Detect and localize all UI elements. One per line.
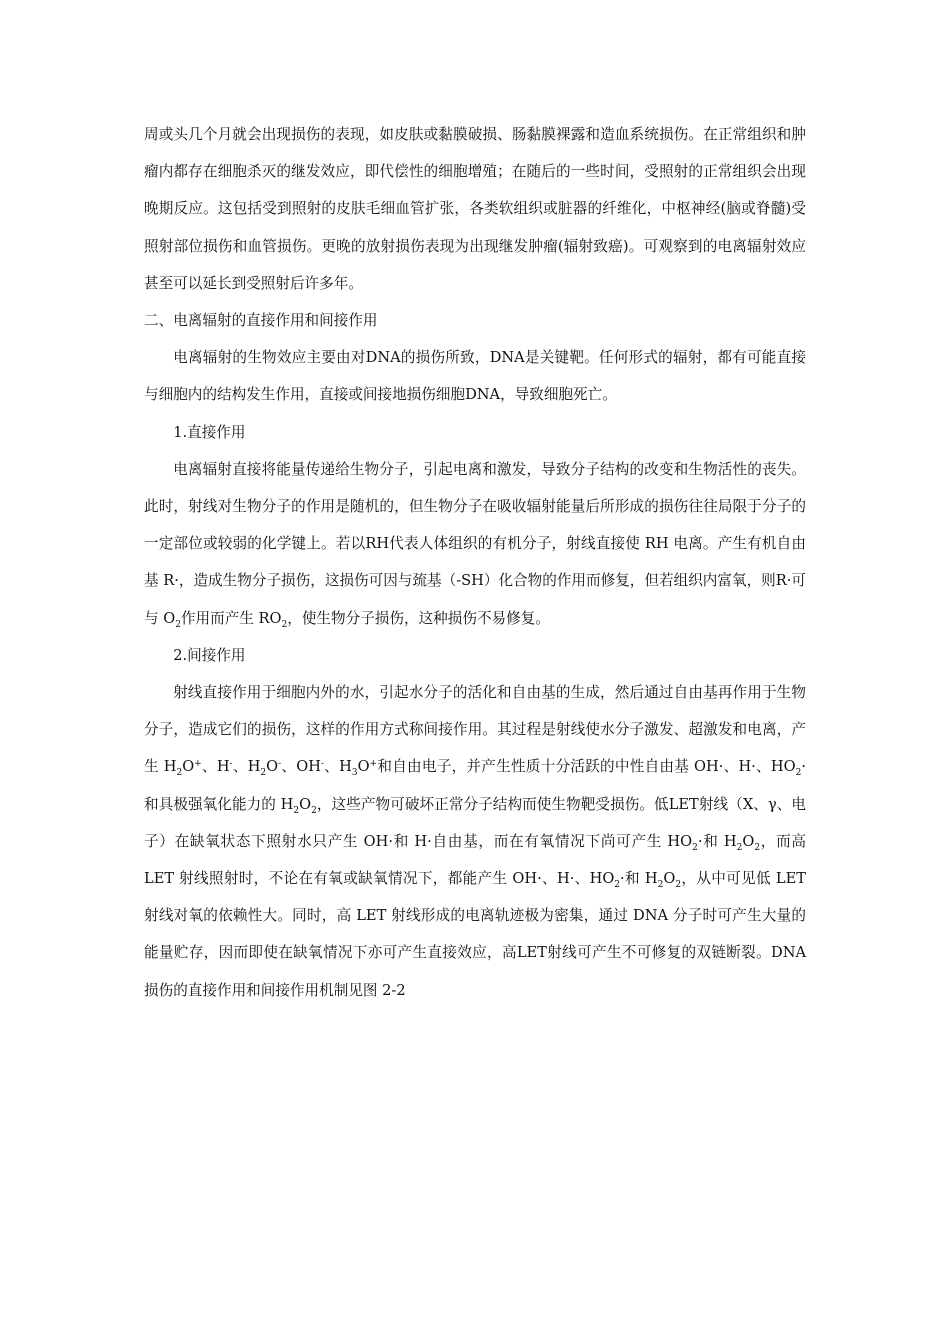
subscript: 2	[675, 880, 682, 891]
paragraph-direct-action	[144, 451, 806, 637]
text-run: O	[742, 832, 755, 850]
subscript: 2	[614, 880, 621, 891]
subscript: 2	[175, 619, 181, 630]
text-run: ，而高 LET 射线照射时，不论在有氧或缺氧情况下，都能产生 OH·、H·、HO	[144, 832, 806, 888]
text-run: O	[266, 758, 279, 776]
subscript: 2	[754, 842, 761, 853]
text-run: ，使生物分子损伤，这种损伤不易修复。	[287, 609, 550, 627]
subscript: 2	[176, 768, 183, 779]
text-run: 、H	[232, 758, 261, 776]
subscript: 2	[795, 768, 802, 779]
document-body	[144, 116, 806, 1009]
subheading-indirect-action: 2.间接作用	[173, 646, 246, 664]
superscript: +	[369, 759, 378, 770]
subscript: 2	[692, 842, 698, 853]
subscript: 3	[351, 768, 358, 779]
text-run: ·和 H	[620, 870, 658, 888]
text-run: O	[357, 758, 370, 776]
text-run: ·和 H	[697, 832, 737, 850]
superscript: +	[194, 759, 202, 770]
subscript: 2	[293, 805, 300, 816]
subscript: 2	[311, 805, 317, 816]
text-run: 电离辐射直接将能量传递给生物分子，引起电离和激发，导致分子结构的改变和生物活性的丧失。此时，射线对生物分子的作用是随机的，但生物分子在吸收辐射能量后所形成的损伤往往局限于分子的一定部位或较弱的化学键上。若以RH代表人体组织的有机分子，射线直接使 RH 电离。产生有机自由基 R·，造成生物分子损伤，这损伤可因与巯基（-SH）化合物的作用而修复，但若组织内富氧，则R·可与 O	[144, 460, 806, 627]
superscript: -	[278, 759, 282, 770]
subscript: 2	[260, 768, 267, 779]
text-run: O	[299, 795, 312, 813]
superscript: -	[320, 759, 325, 770]
subheading-direct-action: 1.直接作用	[173, 423, 246, 441]
text-run: 射线直接作用于细胞内外的水，引起水分子的活化和自由基的生成，然后通过自由基再作用于生物分子，造成它们的损伤，这样的作用方式称间接作用。其过程是射线使水分子激发、超激发和电离，产生 H	[144, 684, 806, 776]
text-run: 作用而产生 RO	[180, 609, 282, 627]
text-run: ，从中可见低 LET 射线对氧的依赖性大。同时，高 LET 射线形成的电离轨迹极为密集，通过 DNA 分子时可产生大量的能量贮存，因而即使在缺氧情况下亦可产生直接效应，高LET射线可产生不可修复的双链断裂。DNA 损伤的直接作用和间接作用机制见图 2-2	[144, 870, 806, 999]
text-run: O	[182, 758, 195, 776]
text-run: 、H	[324, 758, 352, 776]
text-run: 、OH	[281, 758, 321, 776]
paragraph-indirect-action	[144, 674, 806, 1009]
superscript: -	[229, 759, 233, 770]
subscript: 2	[657, 880, 664, 891]
text-run: O	[663, 870, 676, 888]
paragraph-continuation: 周或头几个月就会出现损伤的表现，如皮肤或黏膜破损、肠黏膜裸露和造血系统损伤。在正常组织和肿瘤内都存在细胞杀灭的继发效应，即代偿性的细胞增殖；在随后的一些时间，受照射的正常组织会出现晚期反应。这包括受到照射的皮肤毛细血管扩张，各类软组织或脏器的纤维化，中枢神经(脑或脊髓)受照射部位损伤和血管损伤。更晚的放射损伤表现为出现继发肿瘤(辐射致癌)。可观察到的电离辐射效应甚至可以延长到受照射后许多年。	[144, 126, 806, 292]
paragraph-dna-target: 电离辐射的生物效应主要由对DNA的损伤所致，DNA是关键靶。任何形式的辐射，都有可能直接与细胞内的结构发生作用，直接或间接地损伤细胞DNA，导致细胞死亡。	[144, 349, 806, 404]
subscript: 2	[281, 619, 288, 630]
text-run: 、H	[201, 758, 230, 776]
subscript: 2	[736, 842, 743, 853]
text-run: 和自由电子，并产生性质十分活跃的中性自由基 OH·、H·、HO	[377, 758, 796, 776]
section-heading: 二、电离辐射的直接作用和间接作用	[144, 312, 378, 330]
text-run: ·和具极强氧化能力的 H	[144, 758, 806, 813]
text-run: ，这些产物可破坏正常分子结构而使生物靶受损伤。低LET射线（X、γ、电子）在缺氧状态下照射水只产生 OH·和 H·自由基，而在有氧情况下尚可产生 HO	[144, 795, 806, 850]
